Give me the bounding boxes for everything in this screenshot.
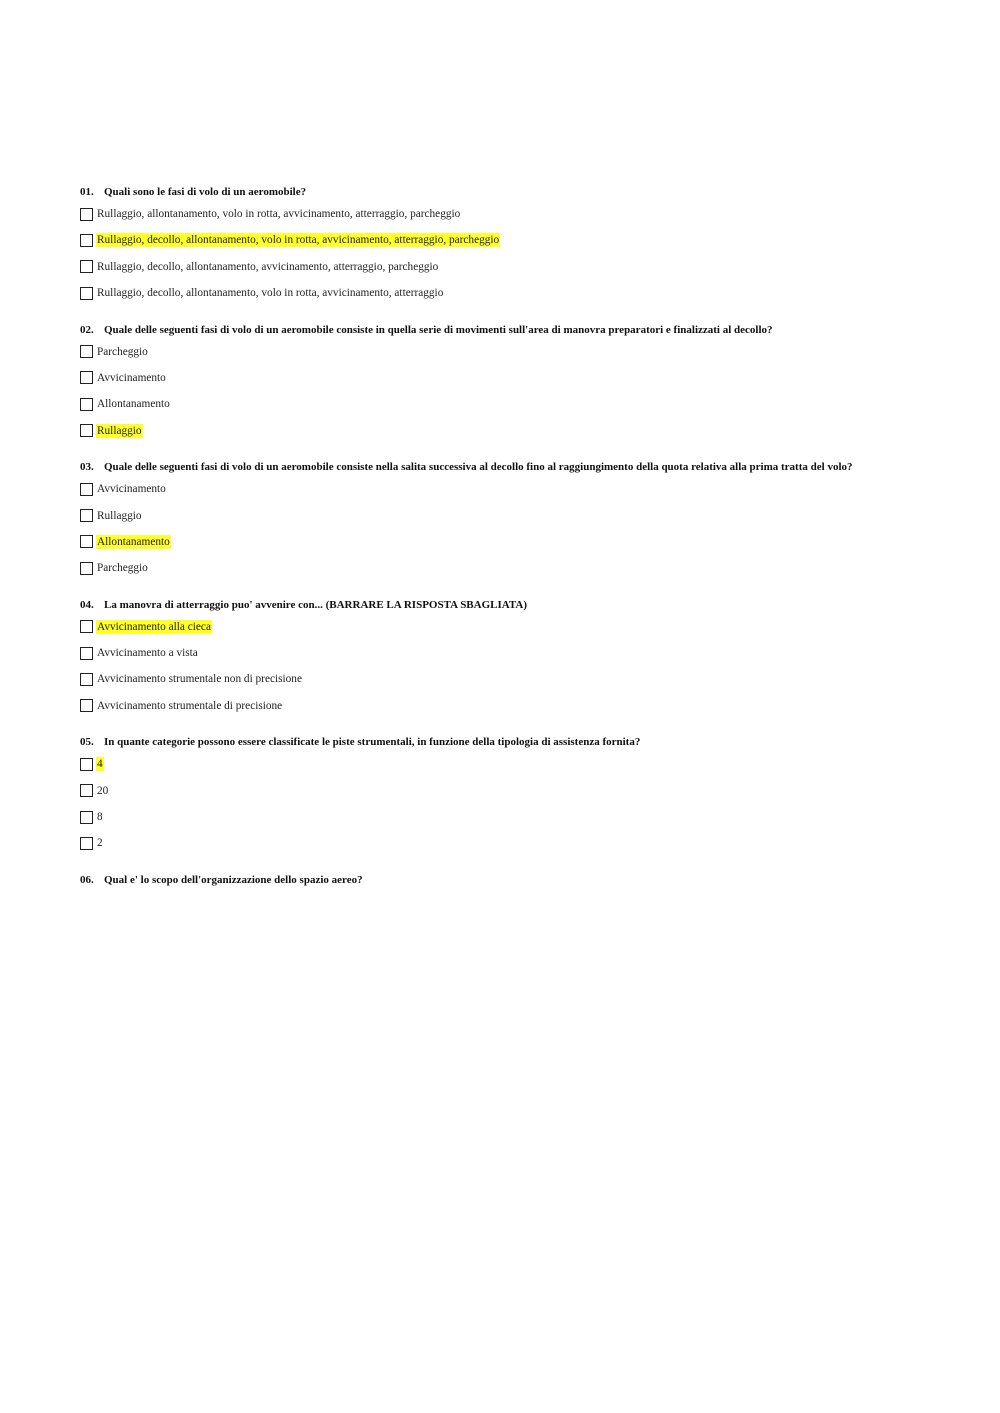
answer-option[interactable] (80, 258, 900, 276)
question-label: Quali sono le fasi di volo di un aeromobile? (104, 186, 307, 198)
checkbox[interactable] (80, 647, 93, 660)
question-spacer (80, 861, 900, 874)
question-number: 03. (80, 461, 94, 474)
answer-option[interactable] (80, 343, 900, 361)
answer-label-highlighted: 4 (97, 758, 103, 771)
question-number: 01. (80, 186, 94, 198)
question-6 (80, 874, 900, 886)
checkbox[interactable] (80, 234, 93, 247)
checkbox[interactable] (80, 535, 93, 548)
question-label: Quale delle seguenti fasi di volo di un aeromobile consiste in quella serie di movimenti sull'area di manovra preparatori e finalizzati al decollo? (104, 323, 773, 336)
answer-option[interactable] (80, 422, 900, 440)
checkbox[interactable] (80, 483, 93, 496)
answer-label: Avvicinamento strumentale non di precisione (97, 673, 302, 686)
answer-label: Rullaggio, allontanamento, volo in rotta, avvicinamento, atterraggio, parcheggio (97, 208, 461, 220)
answer-label: Avvicinamento a vista (97, 647, 198, 660)
checkbox[interactable] (80, 811, 93, 824)
question-text (80, 736, 900, 748)
quiz-list (80, 186, 900, 893)
answer-label-highlighted: Rullaggio, decollo, allontanamento, volo in rotta, avvicinamento, atterraggio, parcheggio (97, 234, 500, 247)
checkbox[interactable] (80, 287, 93, 300)
answer-label: Avvicinamento (97, 371, 166, 384)
answer-label: Rullaggio, decollo, allontanamento, volo in rotta, avvicinamento, atterraggio (97, 287, 444, 300)
checkbox[interactable] (80, 784, 93, 797)
question-number: 06. (80, 873, 94, 886)
answer-label-highlighted: Avvicinamento alla cieca (97, 620, 211, 633)
question-label: Qual e' lo scopo dell'organizzazione dello spazio aereo? (104, 873, 363, 886)
answer-label: Allontanamento (97, 398, 170, 411)
answer-option[interactable] (80, 782, 900, 800)
checkbox[interactable] (80, 673, 93, 686)
checkbox[interactable] (80, 562, 93, 575)
checkbox[interactable] (80, 260, 93, 273)
answer-option[interactable] (80, 205, 900, 223)
answer-option[interactable] (80, 395, 900, 413)
question-1 (80, 186, 900, 302)
checkbox[interactable] (80, 371, 93, 384)
checkbox[interactable] (80, 345, 93, 358)
question-text (80, 874, 900, 886)
question-label: In quante categorie possono essere classificate le piste strumentali, in funzione della tipologia di assistenza fornita? (104, 736, 641, 749)
question-4 (80, 599, 900, 715)
answer-option[interactable] (80, 480, 900, 498)
checkbox[interactable] (80, 398, 93, 411)
answer-label: 20 (97, 784, 109, 797)
checkbox[interactable] (80, 208, 93, 221)
answer-option[interactable] (80, 755, 900, 773)
answer-option[interactable] (80, 533, 900, 551)
answer-option[interactable] (80, 697, 900, 715)
answer-label: Parcheggio (97, 562, 148, 575)
question-number: 04. (80, 598, 94, 611)
question-spacer (80, 311, 900, 324)
question-text (80, 461, 900, 473)
checkbox[interactable] (80, 509, 93, 522)
answer-option[interactable] (80, 618, 900, 636)
question-spacer (80, 723, 900, 736)
answer-label-highlighted: Rullaggio (97, 424, 142, 437)
question-text (80, 599, 900, 611)
answer-option[interactable] (80, 834, 900, 852)
answer-label: 8 (97, 811, 103, 824)
checkbox[interactable] (80, 699, 93, 712)
question-spacer (80, 586, 900, 599)
answer-option[interactable] (80, 507, 900, 525)
checkbox[interactable] (80, 758, 93, 771)
checkbox[interactable] (80, 620, 93, 633)
question-label: La manovra di atterraggio puo' avvenire con... (BARRARE LA RISPOSTA SBAGLIATA) (104, 598, 528, 611)
answer-option[interactable] (80, 670, 900, 688)
answer-label: Rullaggio (97, 509, 142, 522)
answer-option[interactable] (80, 231, 900, 249)
question-number: 05. (80, 736, 94, 749)
answer-label: Avvicinamento (97, 483, 166, 496)
checkbox[interactable] (80, 424, 93, 437)
answer-label: 2 (97, 837, 103, 850)
question-label: Quale delle seguenti fasi di volo di un aeromobile consiste nella salita successiva al decollo fino al raggiungimento della quota relativa alla prima tratta del volo? (104, 461, 853, 474)
checkbox[interactable] (80, 837, 93, 850)
question-number: 02. (80, 323, 94, 336)
answer-label-highlighted: Allontanamento (97, 535, 170, 548)
question-2 (80, 324, 900, 440)
answer-option[interactable] (80, 284, 900, 302)
question-text (80, 324, 900, 336)
answer-option[interactable] (80, 369, 900, 387)
answer-option[interactable] (80, 644, 900, 662)
question-3 (80, 461, 900, 577)
answer-label: Rullaggio, decollo, allontanamento, avvicinamento, atterraggio, parcheggio (97, 260, 439, 273)
answer-label: Avvicinamento strumentale di precisione (97, 699, 283, 712)
answer-option[interactable] (80, 559, 900, 577)
answer-option[interactable] (80, 808, 900, 826)
question-text (80, 186, 900, 198)
answer-label: Parcheggio (97, 345, 148, 358)
question-5 (80, 736, 900, 852)
question-spacer (80, 448, 900, 461)
